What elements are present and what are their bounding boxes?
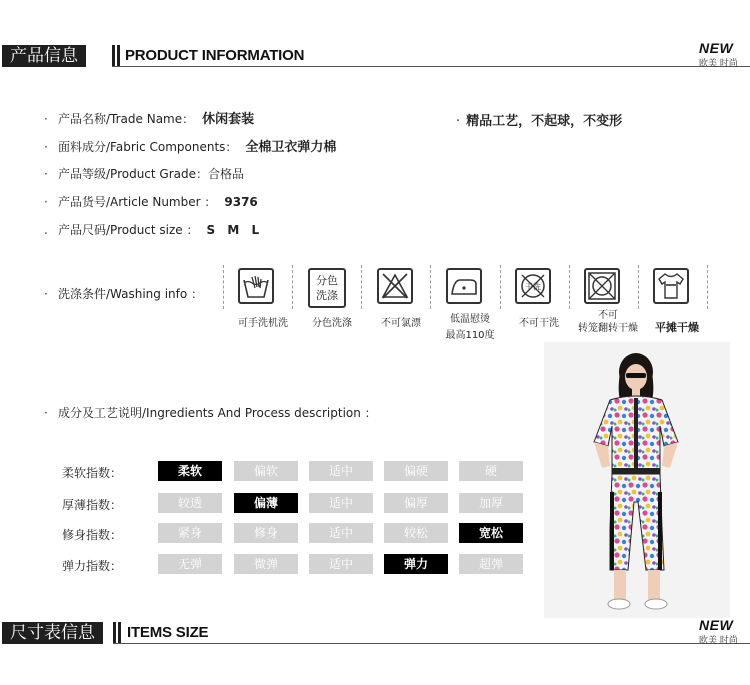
wash-separator: [430, 265, 431, 309]
feature-note: · 精品工艺，不起球，不变形: [456, 114, 623, 129]
scale-option-selected: 偏薄: [234, 493, 298, 513]
scale-option: 微弹: [234, 554, 298, 574]
wash-label: 不可: [598, 310, 618, 321]
scale-label: 厚薄指数：: [62, 498, 123, 512]
scale-label: 柔软指数：: [62, 466, 123, 480]
flat-dry-icon: [653, 268, 689, 304]
name-label: 产品名称/Trade Name：: [58, 112, 195, 126]
wash-separator: [500, 265, 501, 309]
no-bleach-icon: [377, 268, 413, 304]
size-label: 产品尺码/Product size ：: [58, 223, 199, 237]
wash-label: 不可干洗: [519, 318, 559, 329]
scale-option: 适中: [309, 461, 373, 481]
wash-separator: [569, 265, 570, 309]
scale-option: 无弹: [158, 554, 222, 574]
scale-label: 修身指数：: [62, 528, 123, 542]
washing-label: 洗涤条件/Washing info ：: [58, 287, 204, 301]
article-label: 产品货号/Article Number ：: [58, 195, 217, 209]
section-divider-bar: [118, 622, 121, 644]
section-divider-bar: [112, 45, 115, 67]
wash-label-line2: 最高110度: [445, 330, 495, 341]
wash-separator: [223, 265, 224, 309]
name-value: 休闲套装: [202, 112, 255, 127]
info-row-size: . 产品尺码/Product size ： S M L: [44, 223, 264, 237]
wash-separator: [361, 265, 362, 309]
scale-option-selected: 柔软: [158, 461, 222, 481]
info-row-fabric: · 面料成分/Fabric Components： 全棉卫衣弹力棉: [44, 140, 337, 155]
separate-wash-icon-text: 分色洗涤: [316, 274, 338, 302]
article-value: 9376: [224, 195, 258, 209]
scale-option: 偏硬: [384, 461, 448, 481]
wash-label: 不可氯漂: [381, 318, 421, 329]
brand-subtitle: 欧美 时尚: [699, 59, 738, 69]
info-row-name: · 产品名称/Trade Name： 休闲套装: [44, 112, 255, 127]
product-photo: [544, 342, 730, 618]
section-title-en: PRODUCT INFORMATION: [125, 47, 305, 64]
scale-option: 加厚: [459, 493, 523, 513]
section2-rule: [113, 643, 750, 644]
scale-option: 硬: [459, 461, 523, 481]
scale-option: 适中: [309, 523, 373, 543]
scale-option: 修身: [234, 523, 298, 543]
info-row-article: · 产品货号/Article Number ： 9376: [44, 195, 258, 209]
section-divider-bar: [117, 45, 120, 67]
feature-text: 精品工艺，不起球，不变形: [466, 114, 623, 129]
section-title-cn: 产品信息: [2, 45, 86, 67]
section2-title-en: ITEMS SIZE: [127, 624, 209, 641]
ingredients-label: 成分及工艺说明/Ingredients And Process description ：: [58, 406, 377, 420]
wash-label: 低温慰烫: [450, 314, 490, 325]
brand-logo: NEW: [699, 617, 734, 633]
size-value: S M L: [206, 223, 264, 237]
no-dry-clean-icon: [515, 268, 551, 304]
scale-option: 超弹: [459, 554, 523, 574]
scale-option: 适中: [309, 493, 373, 513]
brand-logo: NEW: [699, 40, 734, 56]
section2-title-cn: 尺寸表信息: [2, 622, 103, 644]
scale-label: 弹力指数：: [62, 559, 123, 573]
section-rule: [112, 66, 750, 67]
section-divider-bar: [113, 622, 116, 644]
scale-option: 适中: [309, 554, 373, 574]
fabric-value: 全棉卫衣弹力棉: [245, 140, 337, 155]
separate-wash-icon: [308, 268, 346, 308]
info-row-grade: · 产品等级/Product Grade：合格品: [44, 167, 245, 181]
scale-option: 偏厚: [384, 493, 448, 513]
wash-label: 分色洗涤: [312, 318, 352, 329]
wash-separator: [707, 265, 708, 309]
low-iron-icon: [446, 268, 482, 304]
ingredients-row: · 成分及工艺说明/Ingredients And Process description ：: [44, 406, 377, 420]
dry-clean-icon-text: 干洗: [525, 282, 541, 292]
scale-option: 较松: [384, 523, 448, 543]
fabric-label: 面料成分/Fabric Components：: [58, 140, 238, 154]
grade-label: 产品等级/Product Grade：合格品: [58, 167, 245, 181]
scale-option: 较透: [158, 493, 222, 513]
no-tumble-dry-icon: [584, 268, 620, 304]
brand-mark-2: [699, 617, 738, 646]
brand-subtitle: 欧美 时尚: [699, 636, 738, 646]
washing-row: · 洗涤条件/Washing info ：: [44, 287, 204, 301]
wash-separator: [638, 265, 639, 309]
wash-label-line2: 转笼翻转干燥: [578, 323, 638, 334]
scale-option: 紧身: [158, 523, 222, 543]
scale-option-selected: 弹力: [384, 554, 448, 574]
scale-option-selected: 宽松: [459, 523, 523, 543]
wash-separator: [292, 265, 293, 309]
brand-mark: [699, 40, 738, 69]
wash-label: 可手洗机洗: [238, 318, 288, 329]
scale-option: 偏软: [234, 461, 298, 481]
hand-machine-wash-icon: [238, 268, 274, 304]
wash-label: 平摊干燥: [655, 321, 699, 334]
